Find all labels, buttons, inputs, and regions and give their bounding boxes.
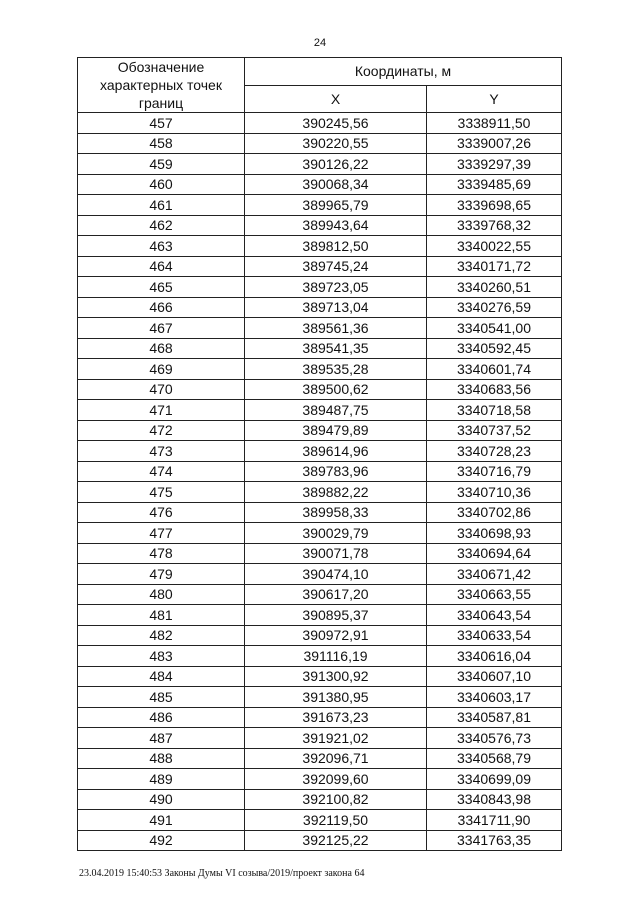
table-row [78,359,562,380]
point-id-cell: 479 [78,564,245,585]
table-row [78,379,562,400]
y-coordinate-cell: 3338911,50 [427,113,562,134]
x-coordinate-cell: 389783,96 [245,461,427,482]
x-coordinate-cell: 389561,36 [245,318,427,339]
point-id-cell: 465 [78,277,245,298]
table-row [78,174,562,195]
table-row [78,277,562,298]
x-coordinate-cell: 391673,23 [245,707,427,728]
x-coordinate-cell: 389943,64 [245,215,427,236]
point-id-cell: 469 [78,359,245,380]
y-coordinate-cell: 3340702,86 [427,502,562,523]
y-coordinate-cell: 3340592,45 [427,338,562,359]
x-coordinate-cell: 389614,96 [245,441,427,462]
y-coordinate-cell: 3340576,73 [427,728,562,749]
point-id-cell: 457 [78,113,245,134]
table-row [78,215,562,236]
x-coordinate-cell: 390474,10 [245,564,427,585]
point-id-cell: 476 [78,502,245,523]
x-coordinate-cell: 389535,28 [245,359,427,380]
point-id-cell: 487 [78,728,245,749]
header-x: X [245,85,427,113]
table-row [78,338,562,359]
y-coordinate-cell: 3340699,09 [427,769,562,790]
y-coordinate-cell: 3340603,17 [427,687,562,708]
y-coordinate-cell: 3340633,54 [427,625,562,646]
table-row [78,810,562,831]
x-coordinate-cell: 389541,35 [245,338,427,359]
y-coordinate-cell: 3340171,72 [427,256,562,277]
coordinates-table [77,57,562,851]
table-row [78,154,562,175]
x-coordinate-cell: 392119,50 [245,810,427,831]
table-row [78,441,562,462]
y-coordinate-cell: 3340843,98 [427,789,562,810]
point-id-cell: 477 [78,523,245,544]
x-coordinate-cell: 390972,91 [245,625,427,646]
point-id-cell: 464 [78,256,245,277]
table-row [78,605,562,626]
table-row [78,748,562,769]
point-id-cell: 468 [78,338,245,359]
x-coordinate-cell: 392099,60 [245,769,427,790]
point-id-cell: 478 [78,543,245,564]
y-coordinate-cell: 3340643,54 [427,605,562,626]
x-coordinate-cell: 389958,33 [245,502,427,523]
table-body [78,113,562,851]
y-coordinate-cell: 3340607,10 [427,666,562,687]
table-row [78,646,562,667]
y-coordinate-cell: 3340260,51 [427,277,562,298]
table-row [78,195,562,216]
table-row [78,482,562,503]
point-id-cell: 475 [78,482,245,503]
x-coordinate-cell: 389713,04 [245,297,427,318]
x-coordinate-cell: 390126,22 [245,154,427,175]
point-id-cell: 486 [78,707,245,728]
x-coordinate-cell: 390895,37 [245,605,427,626]
x-coordinate-cell: 392096,71 [245,748,427,769]
table-row [78,297,562,318]
point-id-cell: 460 [78,174,245,195]
x-coordinate-cell: 391921,02 [245,728,427,749]
x-coordinate-cell: 391380,95 [245,687,427,708]
table-row [78,318,562,339]
y-coordinate-cell: 3340671,42 [427,564,562,585]
y-coordinate-cell: 3340718,58 [427,400,562,421]
table-row [78,400,562,421]
x-coordinate-cell: 392125,22 [245,830,427,851]
point-id-cell: 492 [78,830,245,851]
y-coordinate-cell: 3339768,32 [427,215,562,236]
x-coordinate-cell: 389723,05 [245,277,427,298]
point-id-cell: 467 [78,318,245,339]
point-id-cell: 481 [78,605,245,626]
table-row [78,564,562,585]
footer-note: 23.04.2019 15:40:53 Законы Думы VI созыва/2019/проект закона 64 [79,868,365,879]
x-coordinate-cell: 390245,56 [245,113,427,134]
point-id-cell: 471 [78,400,245,421]
page-number: 24 [313,37,327,49]
point-id-cell: 483 [78,646,245,667]
y-coordinate-cell: 3340601,74 [427,359,562,380]
table-row [78,502,562,523]
point-id-cell: 485 [78,687,245,708]
point-id-cell: 488 [78,748,245,769]
y-coordinate-cell: 3340683,56 [427,379,562,400]
y-coordinate-cell: 3339698,65 [427,195,562,216]
point-id-cell: 474 [78,461,245,482]
x-coordinate-cell: 389965,79 [245,195,427,216]
y-coordinate-cell: 3340276,59 [427,297,562,318]
point-id-cell: 473 [78,441,245,462]
table-row [78,625,562,646]
y-coordinate-cell: 3340737,52 [427,420,562,441]
y-coordinate-cell: 3340663,55 [427,584,562,605]
table-row [78,256,562,277]
point-id-cell: 462 [78,215,245,236]
table-row [78,133,562,154]
y-coordinate-cell: 3339007,26 [427,133,562,154]
y-coordinate-cell: 3340716,79 [427,461,562,482]
header-y: Y [427,85,562,113]
table-row [78,769,562,790]
table-row [78,543,562,564]
y-coordinate-cell: 3340616,04 [427,646,562,667]
x-coordinate-cell: 392100,82 [245,789,427,810]
point-id-cell: 489 [78,769,245,790]
table-row [78,461,562,482]
y-coordinate-cell: 3341763,35 [427,830,562,851]
x-coordinate-cell: 390220,55 [245,133,427,154]
point-id-cell: 461 [78,195,245,216]
y-coordinate-cell: 3341711,90 [427,810,562,831]
table-row [78,236,562,257]
x-coordinate-cell: 391300,92 [245,666,427,687]
x-coordinate-cell: 390071,78 [245,543,427,564]
table-row [78,584,562,605]
x-coordinate-cell: 390068,34 [245,174,427,195]
point-id-cell: 466 [78,297,245,318]
y-coordinate-cell: 3340541,00 [427,318,562,339]
y-coordinate-cell: 3340568,79 [427,748,562,769]
point-id-cell: 458 [78,133,245,154]
y-coordinate-cell: 3340710,36 [427,482,562,503]
y-coordinate-cell: 3340698,93 [427,523,562,544]
point-id-cell: 463 [78,236,245,257]
y-coordinate-cell: 3339485,69 [427,174,562,195]
x-coordinate-cell: 390617,20 [245,584,427,605]
table-row [78,523,562,544]
table-row [78,420,562,441]
table-row [78,666,562,687]
point-id-cell: 491 [78,810,245,831]
x-coordinate-cell: 390029,79 [245,523,427,544]
x-coordinate-cell: 389745,24 [245,256,427,277]
table-row [78,113,562,134]
point-id-cell: 480 [78,584,245,605]
point-id-cell: 484 [78,666,245,687]
x-coordinate-cell: 389487,75 [245,400,427,421]
header-coordinates: Координаты, м [245,58,562,86]
point-id-cell: 472 [78,420,245,441]
x-coordinate-cell: 389479,89 [245,420,427,441]
table-row [78,789,562,810]
x-coordinate-cell: 391116,19 [245,646,427,667]
table-row [78,728,562,749]
table-row [78,687,562,708]
y-coordinate-cell: 3339297,39 [427,154,562,175]
y-coordinate-cell: 3340694,64 [427,543,562,564]
x-coordinate-cell: 389812,50 [245,236,427,257]
y-coordinate-cell: 3340587,81 [427,707,562,728]
table-header [78,58,562,113]
point-id-cell: 482 [78,625,245,646]
point-id-cell: 470 [78,379,245,400]
y-coordinate-cell: 3340728,23 [427,441,562,462]
point-id-cell: 459 [78,154,245,175]
table-row [78,830,562,851]
point-id-cell: 490 [78,789,245,810]
table-row [78,707,562,728]
header-point-name: Обозначение характерных точек границ [78,58,245,113]
x-coordinate-cell: 389882,22 [245,482,427,503]
y-coordinate-cell: 3340022,55 [427,236,562,257]
x-coordinate-cell: 389500,62 [245,379,427,400]
